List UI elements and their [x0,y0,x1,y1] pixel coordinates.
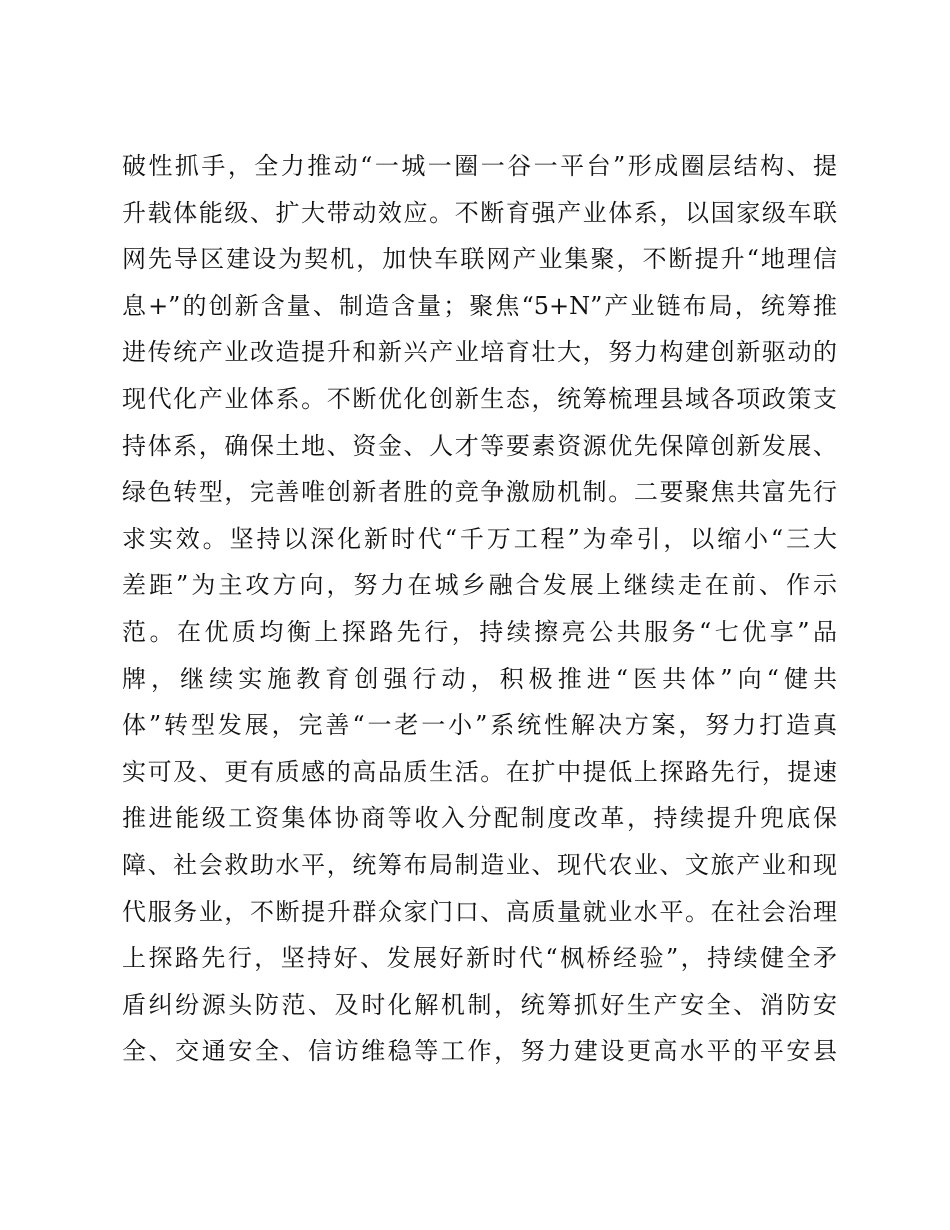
text-line: 推进能级工资集体协商等收入分配制度改革，持续提升兜底保 [122,804,837,833]
text-line: 现代化产业体系。不断优化创新生态，统筹梳理县域各项政策支 [122,384,837,413]
text-line: 全、交通安全、信访维稳等工作，努力建设更高水平的平安县 [122,1037,837,1066]
text-line: 盾纠纷源头防范、及时化解机制，统筹抓好生产安全、消防安 [122,990,837,1019]
text-line: 牌，继续实施教育创强行动，积极推进“医共体”向“健共 [122,664,837,693]
text-line: 范。在优质均衡上探路先行，持续擦亮公共服务“七优享”品 [122,617,837,646]
text-line: 网先导区建设为契机，加快车联网产业集聚，不断提升“地理信 [122,245,837,274]
text-line: 实可及、更有质感的高品质生活。在扩中提低上探路先行，提速 [122,757,837,786]
text-line: 破性抓手，全力推动“一城一圈一谷一平台”形成圈层结构、提 [122,152,837,180]
body-text [122,143,837,1075]
text-line: 代服务业，不断提升群众家门口、高质量就业水平。在社会治理 [122,897,837,926]
text-line: 体”转型发展，完善“一老一小”系统性解决方案，努力打造真 [122,711,837,740]
text-line: 障、社会救助水平，统筹布局制造业、现代农业、文旅产业和现 [122,850,837,879]
text-line: 进传统产业改造提升和新兴产业培育壮大，努力构建创新驱动的 [122,338,837,367]
text-line: 上探路先行，坚持好、发展好新时代“枫桥经验”，持续健全矛 [122,944,837,973]
text-line: 差距”为主攻方向，努力在城乡融合发展上继续走在前、作示 [122,571,837,600]
text-line: 持体系，确保土地、资金、人才等要素资源优先保障创新发展、 [122,431,837,460]
text-line: 升载体能级、扩大带动效应。不断育强产业体系，以国家级车联 [122,198,837,227]
text-line: 求实效。坚持以深化新时代“千万工程”为牵引，以缩小“三大 [122,524,837,553]
text-line: 息+”的创新含量、制造含量；聚焦“5+N”产业链布局，统筹推 [122,291,837,320]
text-line: 绿色转型，完善唯创新者胜的竞争激励机制。二要聚焦共富先行 [122,478,837,507]
